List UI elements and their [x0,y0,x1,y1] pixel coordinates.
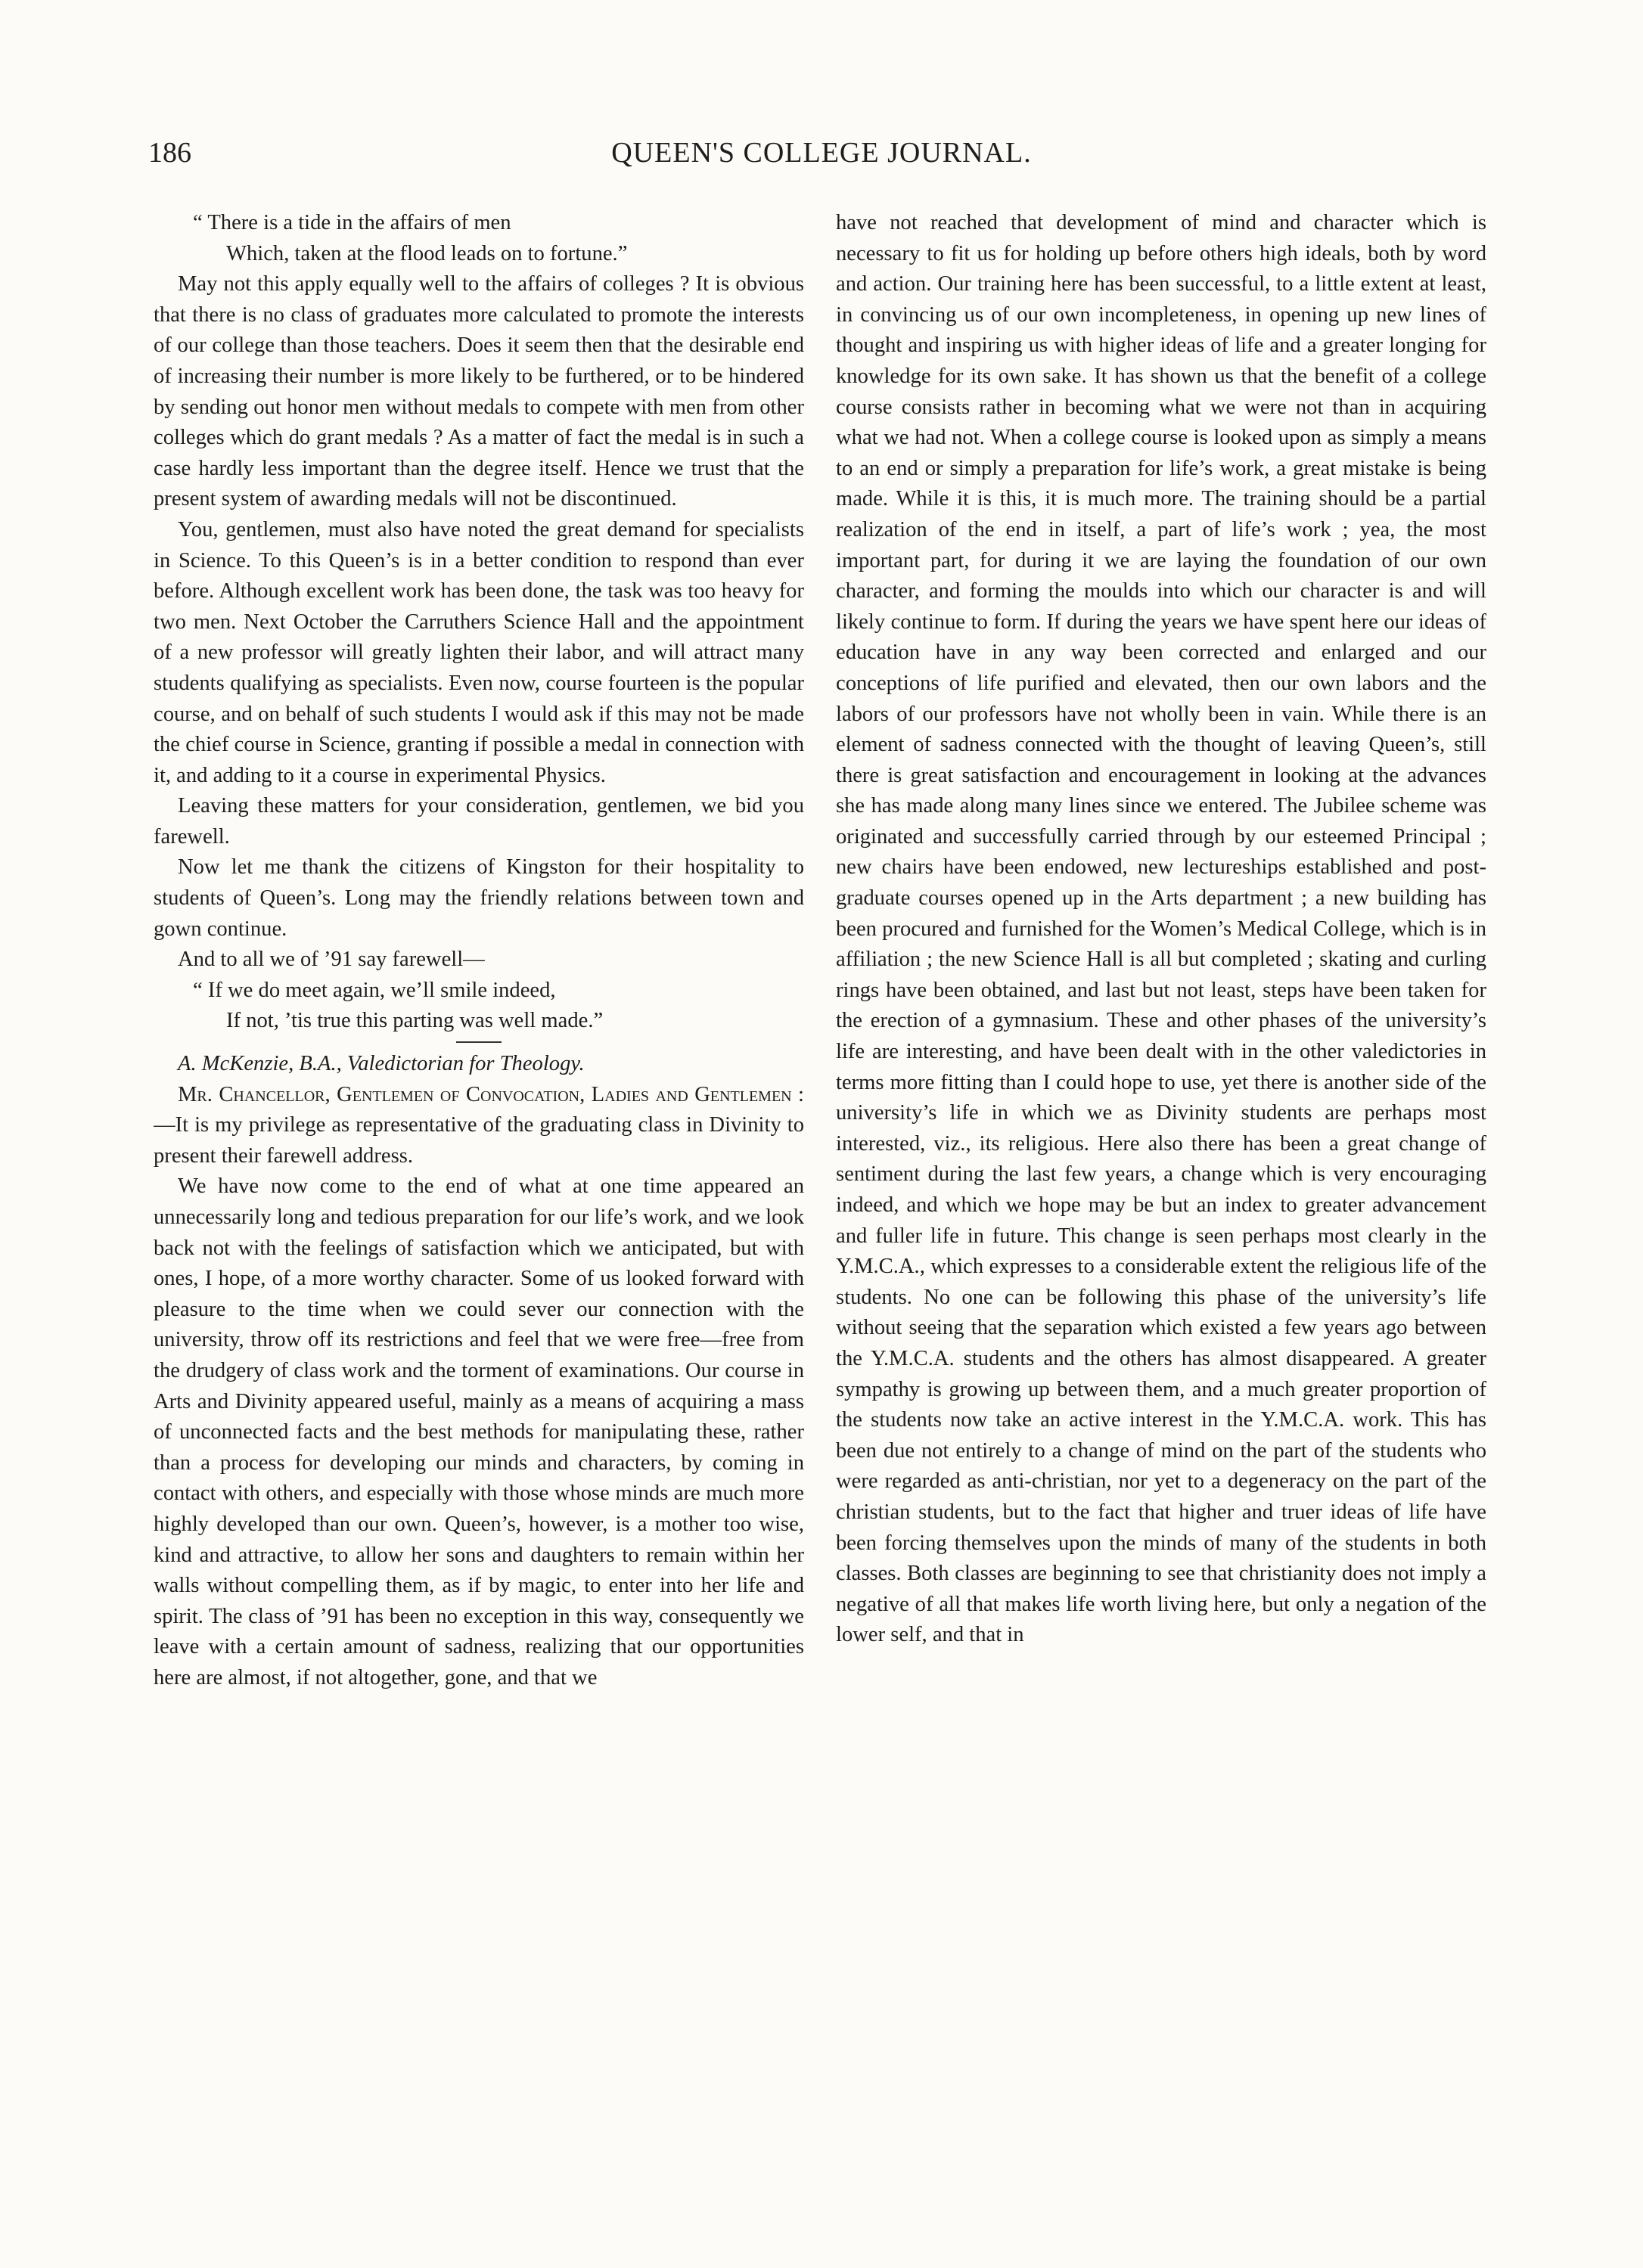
paragraph: You, gentlemen, must also have noted the great demand for specialists in Science. To this Queen’s is in a better condition to respond than ever before. Although excellent work has been done, the task was too heavy for two men. Next October the Carruthers Science Hall and the appointment of a new professor will greatly lighten their labor, and will attract many students qualifying as specialists. Even now, course fourteen is the popular course, and on behalf of such students I would ask if this may not be made the chief course in Science, granting if possible a medal in connection with it, and adding to it a course in experimental Physics. [154,517,804,787]
left-column [154,208,804,2174]
verse-line: “ If we do meet again, we’ll smile indeed, [193,978,556,1002]
verse-line: “ There is a tide in the affairs of men [193,211,511,234]
author-byline: A. McKenzie, B.A., Valedictorian for Theology. [178,1052,585,1076]
page-header [148,136,1495,174]
verse-quote [154,208,804,269]
paragraph: Leaving these matters for your consideration, gentlemen, we bid you farewell. [154,794,804,849]
right-column [836,208,1486,2174]
section-divider [456,1041,502,1043]
verse-quote [154,976,804,1037]
paragraph: Now let me thank the citizens of Kingston for their hospitality to students of Queen’s. Long may the friendly relations between town and gown continue. [154,855,804,941]
paragraph-text: :—It is my privilege as representative of the graduating class in Divinity to present their farewell address. [154,1082,804,1168]
paragraph [154,1080,804,1172]
verse-line: If not, ’tis true this parting was well made.” [226,1009,604,1033]
salutation: Mr. Chancellor, Gentlemen of Convocation, Ladies and Gentlemen [178,1082,792,1106]
paragraph: And to all we of ’91 say farewell— [178,948,485,972]
running-head: QUEEN'S COLLEGE JOURNAL. [611,137,1032,169]
page-number: 186 [148,137,191,169]
verse-line: Which, taken at the flood leads on to fortune.” [226,241,628,265]
paragraph: have not reached that development of mind and character which is necessary to fit us for holding up before others high ideals, both by word and action. Our training here has been successful, to a little extent at least, in convincing us of our own incompleteness, in opening up new lines of thought and inspiring us with higher ideas of life and a greater longing for knowledge for its own sake. It has shown us that the benefit of a college course consists rather in becoming what we were not than in acquiring what we had not. When a college course is looked upon as simply a means to an end or simply a preparation for life’s work, a great mistake is being made. While it is this, it is much more. The training should be a partial realization of the end in itself, a part of life’s work ; yea, the most important part, for during it we are laying the foundation of our own character, and forming the moulds into which our character is and will likely continue to form. If during the years we have spent here our ideas of education have in any way been corrected and enlarged and our conceptions of life purified and elevated, then our own labors and the labors of our professors have not wholly been in vain. While there is an element of sadness connected with the thought of leaving Queen’s, still there is great satisfaction and encouragement in looking at the advances she has made along many lines since we entered. The Jubilee scheme was originated and successfully carried through by our esteemed Principal ; new chairs have been endowed, new lectureships established and post-graduate courses opened up in the Arts department ; a new building has been procured and furnished for the Women’s Medical College, which is in affiliation ; the new Science Hall is all but completed ; skating and curling rings have been obtained, and last but not least, steps have been taken for the erection of a gymnasium. These and other phases of the university’s life are interesting, and have been dealt with in the other valedictories in terms more fitting than I could hope to use, yet there is another side of the university’s life in which we as Divinity students are perhaps most interested, viz., its religious. Here also there has been a great change of sentiment during the last few years, a change which is very encouraging indeed, and which we hope may be but an index to greater advancement and fuller life in future. This change is seen perhaps most clearly in the Y.M.C.A., which expresses to a considerable extent the religious life of the students. No one can be following this phase of the university’s life without seeing that the separation which existed a few years ago between the Y.M.C.A. students and the others has almost disappeared. A greater sympathy is growing up between them, and a much greater proportion of the students now take an active interest in the Y.M.C.A. work. This has been due not entirely to a change of mind on the part of the students who were regarded as anti-christian, nor yet to a degeneracy on the part of the christian students, but to the fact that higher and truer ideas of life have been forcing themselves upon the minds of many of the students in both classes. Both classes are beginning to see that christianity does not imply a negative of all that makes life worth living here, but only a negation of the lower self, and that in [836,211,1486,1647]
paragraph: May not this apply equally well to the affairs of colleges ? It is obvious that there is no class of graduates more calculated to promote the interests of our college than those teachers. Does it seem then that the desirable end of increasing their number is more likely to be furthered, or to be hindered by sending out honor men without medals to compete with men from other colleges which do grant medals ? As a matter of fact the medal is in such a case hardly less important than the degree itself. Hence we trust that the present system of awarding medals will not be discontinued. [154,272,804,511]
paragraph: We have now come to the end of what at one time appeared an unnecessarily long and tedious preparation for our life’s work, and we look back not with the feelings of satisfaction which we anticipated, but with ones, I hope, of a more worthy character. Some of us looked forward with pleasure to the time when we could sever our connection with the university, throw off its restrictions and feel that we were free—free from the drudgery of class work and the torment of examinations. Our course in Arts and Divinity appeared useful, mainly as a means of acquiring a mass of unconnected facts and the best methods for manipulating these, rather than a process for developing our minds and characters, by coming in contact with others, and especially with those whose minds are much more highly developed than our own. Queen’s, however, is a mother too wise, kind and attractive, to allow her sons and daughters to remain within her walls without compelling them, as if by magic, to enter into her life and spirit. The class of ’91 has been no exception in this way, consequently we leave with a certain amount of sadness, realizing that our opportunities here are almost, if not altogether, gone, and that we [154,1174,804,1689]
